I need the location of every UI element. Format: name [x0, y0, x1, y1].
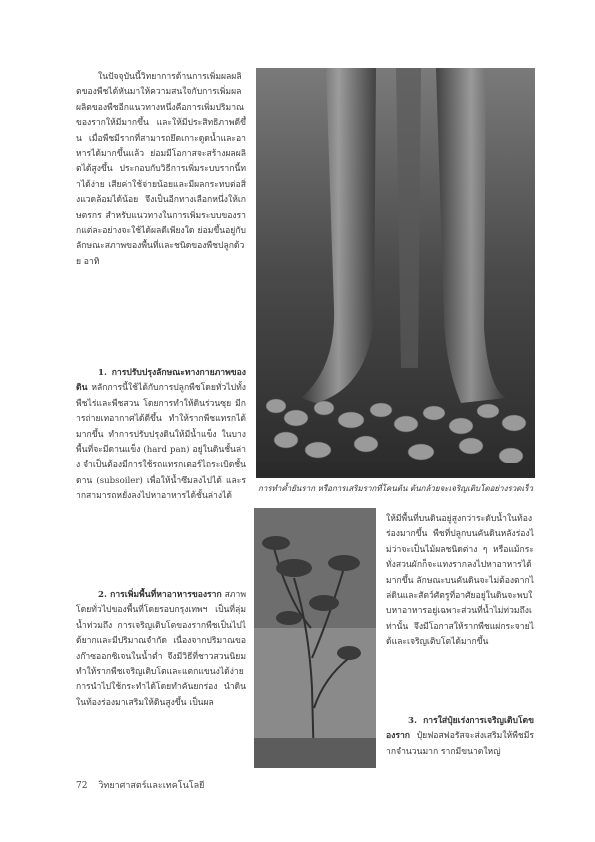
- plant-illustration: [254, 508, 376, 768]
- section-1-body: หลักการนี้ใช้ได้กับการปลูกพืชโดยทั่วไปทั้งพืชไร่และพืชสวน โดยการทำให้ดินร่วนซุย มีการถ่ายเทอากาศได้ดีขึ้น ทำให้รากพืชแทรกได้มากขึ้น ทำการปรับปรุงดินให้มีน้ำแข็ง ในบางพื้นที่จะมีดานแข็ง (hard pan) อยู่ในดินชั้นล่าง จำเป็นต้องมีการใช้รถแทรกเตอร์ไถระเบิดชั้นดาน (subsoiler) เพื่อให้น้ำซึมลงไปได้ และรากสามารถหยั่งลงไปหาอาหารได้ชั้นล่างได้: [76, 383, 246, 502]
- journal-name: วิทยาศาสตร์และเทคโนโลยี: [98, 781, 205, 791]
- banana-root-photo: [256, 68, 535, 478]
- intro-text: ในปัจจุบันนี้วิทยาการด้านการเพิ่มผลผลิตของพืชได้หันมาให้ความสนใจกับการเพิ่มผลผลิตของพืชอีกแนวทางหนึ่งคือการเพิ่มปริมาณของรากให้มีมากขึ้น และให้มีประสิทธิภาพดีขึ้น เมื่อพืชมีรากที่สามารถยึดเกาะดูดน้ำและอาหารได้มากขึ้นแล้ว ย่อมมีโอกาสจะสร้างผลผลิตได้สูงขึ้น ประกอบกับวิธีการเพิ่มระบบรากนี้ทำได้ง่าย เสียค่าใช้จ่ายน้อยและมีผลกระทบต่อสิ่งแวดล้อมได้น้อย จึงเป็นอีกทางเลือกหนึ่งให้เกษตรกร สำหรับแนวทางในการเพิ่มระบบของรากแต่ละอย่างจะใช้ได้ผลดีเพียงใด ย่อมขึ้นอยู่กับลักษณะสภาพของพื้นที่และชนิดของพืชปลูกด้วย อาทิ: [76, 72, 246, 267]
- section-3-body: ปุ๋ยฟอสฟอรัสจะส่งเสริมให้พืชมีรากจำนวนมาก รากมีขนาดใหญ่: [386, 731, 534, 757]
- section-2: [76, 588, 246, 763]
- section-2-continued: [386, 512, 534, 677]
- section-2-body: สภาพโดยทั่วไปของพื้นที่โดยรอบกรุงเทพฯ เป็นที่ลุ่ม น้ำท่วมถึง การเจริญเติบโตของรากพืชเป็นไปได้ยากและมีปริมาณจำกัด เนื่องจากปริมาณของก๊าซออกซิเจนในน้ำต่ำ จึงมีวิธีที่ชาวสวนนิยมทำให้รากพืชเจริญเติบโตและแตกแขนงได้ง่าย การนำไปใช้กระทำได้โดยทำคันยกร่อง นำดินในท้องร่องมาเสริมให้ดินสูงขึ้น เป็นผล: [76, 590, 246, 708]
- section-3-heading: 3. การใส่ปุ๋ยเร่งการเจริญเติบโตของราก: [386, 716, 534, 742]
- section-2-heading: 2. การเพิ่มพื้นที่หาอาหารของราก: [98, 590, 222, 600]
- section-3: [386, 714, 534, 764]
- page-footer: [76, 778, 212, 792]
- page-number: 72: [76, 781, 88, 791]
- section-1: [76, 366, 246, 581]
- section-2-continuation: ให้มีพื้นที่บนดินอยู่สูงกว่าระดับน้ำในท้องร่องมากขึ้น พืชที่ปลูกบนคันดินหลังร่องไม่ว่าจะเป็นไม้ผลชนิดต่าง ๆ หรือแม้กระทั่งสวนผักก็จะแทงรากลงไปหาอาหารได้มากขึ้น ลักษณะบนคันดินจะไม่ต้องตากไล่ดินและสัตว์ศัตรูที่อาศัยอยู่ในดินจะพบใบหาอาหารอยู่เฉพาะส่วนที่น้ำไม่ท่วมถึงเท่านั้น จึงมีโอกาสให้รากพืชแผ่กระจายได้และเจริญเติบโตได้มากขึ้น: [386, 514, 534, 648]
- photo-caption: การทำค้ำยันราก หรือการเสริมรากที่โคนต้น ต้นกล้วยจะเจริญเติบโตอย่างรวดเร็ว: [258, 484, 534, 493]
- intro-paragraph: [76, 70, 246, 355]
- section-1-heading: 1. การปรับปรุงลักษณะทางกายภาพของดิน: [76, 368, 246, 394]
- banana-root-illustration: [256, 68, 535, 478]
- plant-stem-photo: [254, 508, 376, 768]
